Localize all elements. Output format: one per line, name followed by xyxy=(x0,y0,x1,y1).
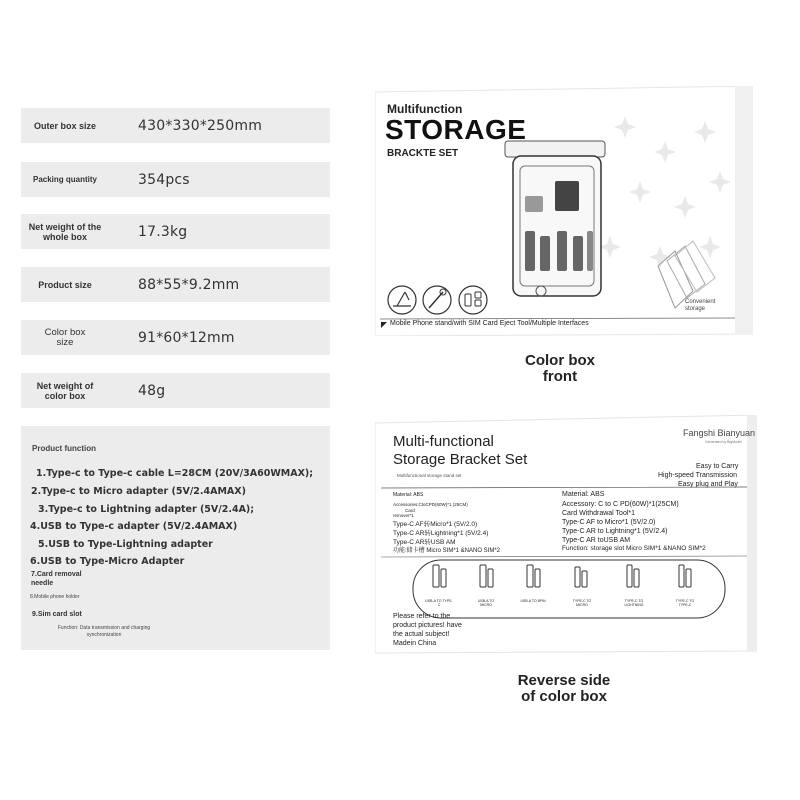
back-title-line1: Multi-functional xyxy=(393,433,494,450)
spec-row-packing-quantity xyxy=(21,162,330,197)
spec-row-color-box-size xyxy=(21,320,330,355)
back-left-spec: remover*1 xyxy=(393,513,414,518)
back-notice: Madein China xyxy=(393,640,437,647)
connector-label: TYPE-C TO MICRO xyxy=(572,599,592,607)
front-small-title: Multifunction xyxy=(387,102,463,116)
spec-row-product-size xyxy=(21,267,330,302)
front-convenient-label: Convenient storage xyxy=(685,299,716,312)
color-box-front-image xyxy=(375,86,753,336)
function-item: 2.Type-c to Micro adapter (5V/2.4AMAX) xyxy=(31,486,246,497)
function-item-8: 8.Mobile phone holder xyxy=(30,594,80,600)
back-left-spec: Type-C AF转Micro*1 (5V/2.0) xyxy=(393,521,478,528)
function-item: 1.Type-c to Type-c cable L=28CM (20V/3A60WMAX); xyxy=(36,468,314,479)
front-caption-line1: Color box xyxy=(525,352,595,369)
back-notice: product pictures! have xyxy=(393,622,462,629)
back-left-spec: Type-C AR转USB AM xyxy=(393,539,456,546)
connector-label: TYPE-C TO LIGHTNING xyxy=(624,599,644,607)
back-caption xyxy=(484,673,644,705)
function-item: 3.Type-c to Lightning adapter (5V/2.4A); xyxy=(38,504,255,515)
function-note: Function: Data transmission and charging synchronization xyxy=(57,625,151,638)
spec-row-outer-box-size xyxy=(21,108,330,143)
storage-case-illustration xyxy=(505,141,605,296)
back-left-spec: 功能:储卡槽 Micro SIM*1 &NANO SIM*2 xyxy=(393,548,501,554)
front-bottom-line: Mobile Phone stand/with SIM Card Eject Tool/Multiple Interfaces xyxy=(390,320,589,327)
color-box-back-image xyxy=(375,415,757,655)
connector-label: USB-A TO MICRO xyxy=(477,599,495,607)
connector-label: USB-A TO 8PIN xyxy=(520,599,546,603)
spec-label: Packing quantity xyxy=(32,174,97,184)
back-tagline-3: Easy plug and Play xyxy=(678,481,738,488)
spec-label: Net weight of the whole box xyxy=(28,221,102,242)
function-item-7: 7.Card removal needle xyxy=(31,571,82,587)
back-watermark: Fangshi Bianyuan xyxy=(683,428,756,438)
connector-label: USB-A TO TYPE-C xyxy=(425,599,453,607)
back-right-spec: Function: storage slot Micro SIM*1 &NANO SIM*2 xyxy=(562,545,706,552)
back-tagline-1: Easy to Carry xyxy=(696,463,739,470)
spec-value: 91*60*12mm xyxy=(138,329,235,346)
connector-label: TYPE-C TO TYPE-C xyxy=(675,599,695,607)
back-right-spec: Type-C AF to Micro*1 (5V/2.0) xyxy=(562,519,656,526)
spec-value: 17.3kg xyxy=(138,223,188,240)
back-left-spec: Material: ABS xyxy=(393,492,424,498)
spec-value: 430*330*250mm xyxy=(138,117,263,134)
back-notice: the actual subject! xyxy=(393,631,450,638)
back-title-line2: Storage Bracket Set xyxy=(393,451,528,468)
back-small-sub: Multifunctional storage stand set xyxy=(397,473,462,478)
spec-label: Color box size xyxy=(44,326,86,348)
spec-value: 354pcs xyxy=(138,171,190,188)
spec-label: Product size xyxy=(38,279,92,290)
back-tagline-2: High-speed Transmission xyxy=(658,472,737,479)
spec-label: Outer box size xyxy=(33,120,96,131)
front-caption xyxy=(480,353,640,385)
product-function-title: Product function xyxy=(32,444,96,453)
back-right-spec: Type-C AR to Lightning*1 (5V/2.4) xyxy=(562,528,668,535)
function-item: 5.USB to Type-Lightning adapter xyxy=(38,539,213,550)
back-left-spec: Type-C AR转Lightning*1 (5V/2.4) xyxy=(393,530,489,537)
spec-label: Net weight of color box xyxy=(36,380,94,401)
spec-value: 88*55*9.2mm xyxy=(138,276,240,293)
back-right-spec: Accessory: C to C PD(60W)*1(25CM) xyxy=(562,501,679,508)
front-caption-line2: front xyxy=(542,368,578,385)
spec-value: 48g xyxy=(138,382,166,399)
product-function-panel xyxy=(21,426,330,650)
back-notice: Please refer to the xyxy=(393,613,451,620)
back-left-spec: Card xyxy=(405,508,415,513)
front-big-title: STORAGE xyxy=(385,114,527,145)
back-caption-line1: Reverse side xyxy=(517,672,611,689)
spec-row-net-weight-whole-box xyxy=(21,214,330,249)
function-item-9: 9.Sim card slot xyxy=(32,611,82,618)
back-right-spec: Type-C AR toUSB AM xyxy=(562,537,631,544)
function-item: 6.USB to Type-Micro Adapter xyxy=(30,556,185,567)
back-left-spec: Accessories:CtoCPD(60W)*1 (25CM) xyxy=(393,502,468,507)
function-item: 4.USB to Type-c adapter (5V/2.4AMAX) xyxy=(30,521,238,532)
back-caption-line2: of color box xyxy=(521,688,607,705)
back-right-spec: Card Withdrawal Tool*1 xyxy=(562,510,636,517)
back-right-spec: Material: ABS xyxy=(562,491,605,498)
spec-row-net-weight-color-box xyxy=(21,373,330,408)
back-watermark-small: Generated by BigModel xyxy=(705,440,742,444)
front-subtitle: BRACKTE SET xyxy=(387,148,459,159)
